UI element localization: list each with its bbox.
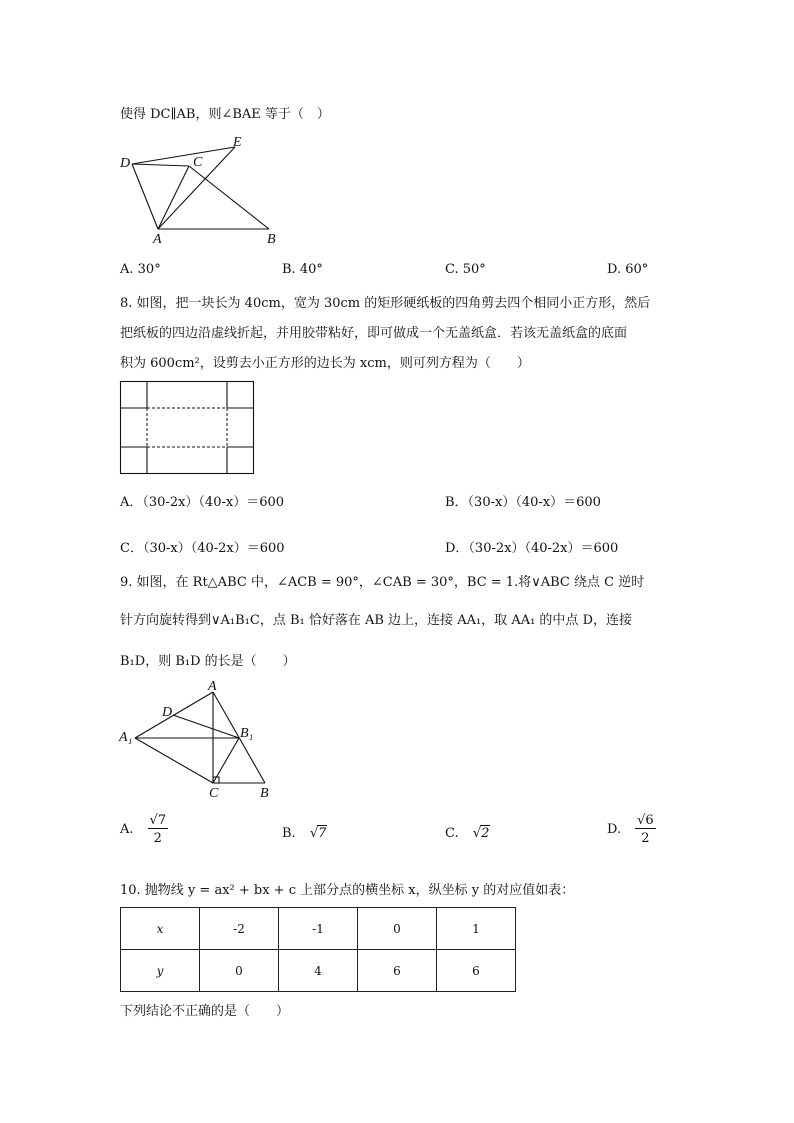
q9-line-2: 针方向旋转得到∨A₁B₁C，点 B₁ 恰好落在 AB 边上，连接 AA₁，取 AA₁ 的中点 D，连接 [120, 613, 632, 628]
q7-option-c: C. 50° [445, 262, 486, 277]
q7-label-e: E [233, 135, 242, 150]
q9-line-1: 9. 如图，在 Rt△ABC 中，∠ACB = 90°，∠CAB = 30°，BC = 1.将∨ABC 绕点 C 逆时 [120, 575, 645, 590]
q9-option-a-denominator: 2 [153, 831, 162, 846]
q7-text: 使得 DC∥AB，则∠BAE 等于（ ） [120, 107, 330, 122]
q9-option-a-prefix: A. [120, 822, 134, 837]
q9-label-b1: B₁ [240, 726, 254, 741]
q9-option-c-radicand: 2 [481, 826, 490, 841]
q9-option-d-fraction [635, 813, 656, 846]
q9-option-b-radicand: 7 [318, 826, 327, 841]
q8-box-figure [119, 380, 257, 476]
table-cell: 1 [437, 908, 516, 950]
q9-option-b: B. √7 [282, 826, 327, 841]
q9-option-d [607, 813, 656, 846]
q9-option-a-fraction [148, 813, 169, 846]
q10-value-table [120, 907, 516, 992]
q7-label-a: A [153, 232, 162, 247]
q9-option-a-numerator: √7 [149, 813, 167, 828]
q9-option-a [120, 813, 168, 846]
q9-option-c: C. √2 [445, 826, 490, 841]
table-row [121, 908, 516, 950]
q9-label-d: D [162, 705, 173, 720]
table-cell-x-label: x [121, 908, 200, 950]
q10-followup: 下列结论不正确的是（ ） [120, 1004, 290, 1019]
q8-line-3: 积为 600cm²，设剪去小正方形的边长为 xcm，则可列方程为（ ） [120, 356, 530, 371]
q9-option-b-prefix: B. [282, 826, 296, 841]
q7-option-b: B. 40° [282, 262, 323, 277]
table-cell: -2 [200, 908, 279, 950]
q7-option-a: A. 30° [120, 262, 161, 277]
q8-option-a: A．（30-2x）（40-x）＝600 [120, 495, 285, 510]
table-cell: 6 [437, 950, 516, 992]
q9-label-c: C [209, 786, 219, 801]
q7-label-b: B [267, 232, 276, 247]
table-row [121, 950, 516, 992]
q8-option-c: C．（30-x）（40-2x）＝600 [120, 541, 285, 556]
table-cell: 0 [358, 908, 437, 950]
q8-option-b: B．（30-x）（40-x）＝600 [445, 495, 601, 510]
q9-line-3: B₁D，则 B₁D 的长是（ ） [120, 654, 296, 669]
q8-line-2: 把纸板的四边沿虚线折起，并用胶带粘好，即可做成一个无盖纸盒．若该无盖纸盒的底面 [120, 326, 628, 341]
q7-figure [110, 133, 300, 249]
q9-option-d-prefix: D. [607, 822, 622, 837]
q8-option-d: D．（30-2x）（40-2x）＝600 [445, 541, 619, 556]
q7-option-d: D. 60° [607, 262, 649, 277]
q9-option-d-numerator: √6 [637, 813, 654, 828]
q9-label-a: A [208, 679, 217, 694]
q7-label-d: D [120, 156, 131, 171]
q9-label-b: B [260, 786, 269, 801]
table-cell: 4 [279, 950, 358, 992]
q9-option-c-prefix: C. [445, 826, 459, 841]
q8-line-1: 8. 如图，把一块长为 40cm，宽为 30cm 的矩形硬纸板的四角剪去四个相同小正方形，然后 [120, 296, 651, 311]
q7-label-c: C [193, 155, 203, 170]
table-cell: 6 [358, 950, 437, 992]
q9-figure [115, 676, 285, 802]
q9-label-a1: A₁ [119, 730, 133, 745]
q9-option-d-denominator: 2 [641, 831, 650, 846]
table-cell: 0 [200, 950, 279, 992]
q10-text: 10. 抛物线 y = ax² + bx + c 上部分点的横坐标 x，纵坐标 y 的对应值如表： [120, 883, 575, 898]
table-cell-y-label: y [121, 950, 200, 992]
table-cell: -1 [279, 908, 358, 950]
